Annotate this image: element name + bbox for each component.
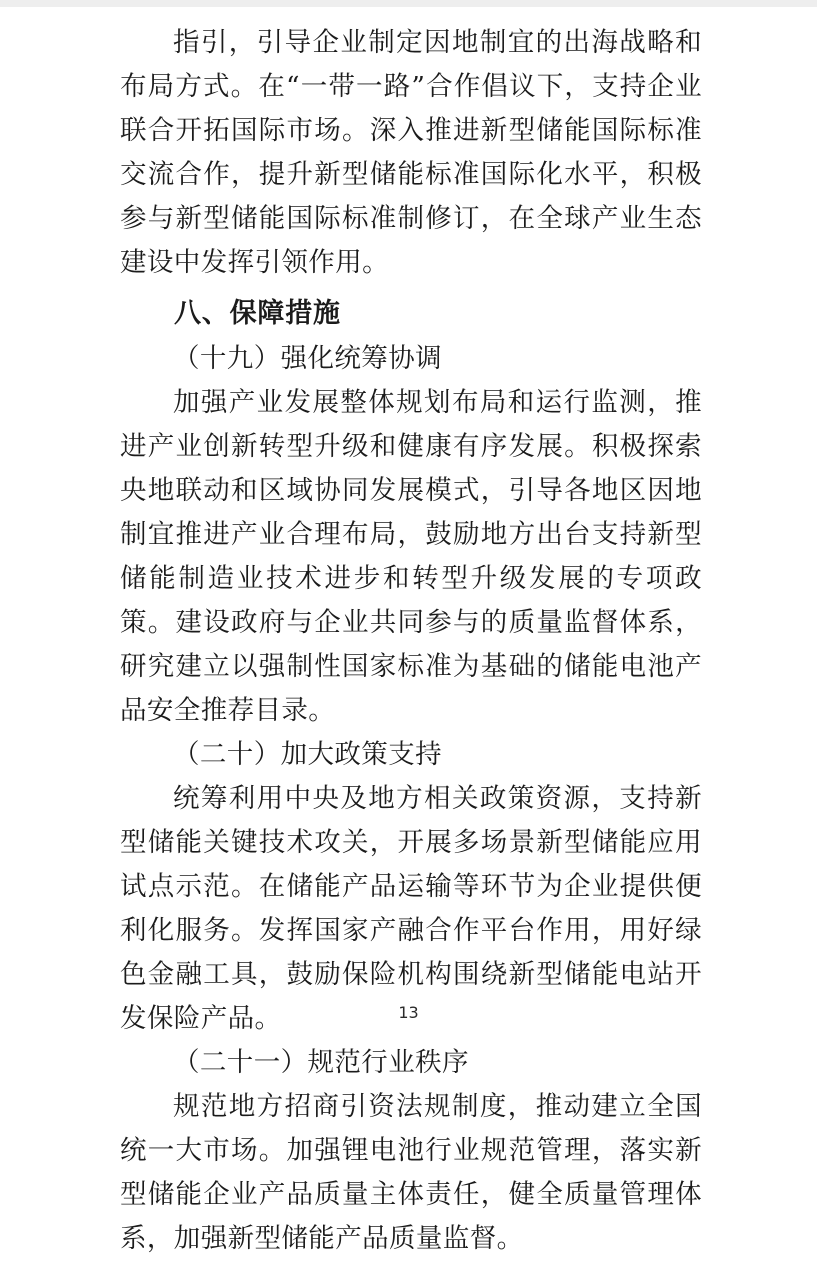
subheading-20-policy-support: （二十）加大政策支持 bbox=[173, 739, 442, 770]
page-number: 13 bbox=[398, 1003, 419, 1022]
paragraph-19-body: 加强产业发展整体规划布局和运行监测，推进产业创新转型升级和健康有序发展。积极探索央地联动和区域协同发展模式，引导各地区因地制宜推进产业合理布局，鼓励地方出台支持新型储能制造业技术进步和转型升级发展的专项政策。建设政府与企业共同参与的质量监督体系，研究建立以强制性国家标准为基础的储能电池产品安全推荐目录。 bbox=[120, 387, 702, 726]
paragraph-overseas-strategy: 指引，引导企业制定因地制宜的出海战略和布局方式。在“一带一路”合作倡议下，支持企业联合开拓国际市场。深入推进新型储能国际标准交流合作，提升新型储能标准国际化水平，积极参与新型储能国际标准制修订，在全球产业生态建设中发挥引领作用。 bbox=[120, 27, 702, 278]
paragraph-20-body: 统筹利用中央及地方相关政策资源，支持新型储能关键技术攻关，开展多场景新型储能应用试点示范。在储能产品运输等环节为企业提供便利化服务。发挥国家产融合作平台作用，用好绿色金融工具，鼓励保险机构围绕新型储能电站开发保险产品。 bbox=[120, 783, 702, 1034]
viewer-top-edge bbox=[0, 0, 817, 7]
document-page bbox=[0, 7, 817, 1254]
subheading-21-industry-order: （二十一）规范行业秩序 bbox=[173, 1047, 469, 1078]
paragraph-21-body: 规范地方招商引资法规制度，推动建立全国统一大市场。加强锂电池行业规范管理，落实新型储能企业产品质量主体责任，健全质量管理体系，加强新型储能产品质量监督。 bbox=[120, 1091, 702, 1254]
subheading-19-coordination: （十九）强化统筹协调 bbox=[173, 343, 442, 374]
page-text-body bbox=[120, 21, 702, 1261]
section-heading-safeguard-measures: 八、保障措施 bbox=[174, 298, 341, 329]
